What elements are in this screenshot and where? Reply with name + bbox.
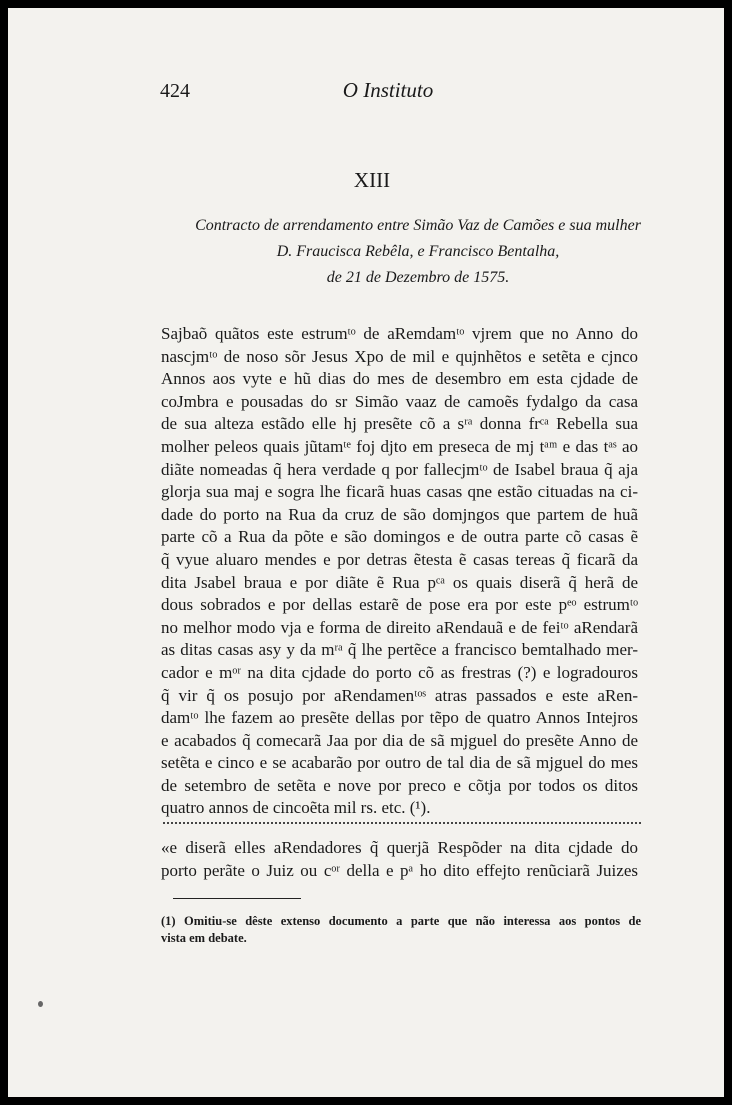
text-line: «e diserã elles aRendadores q̃ querjã Respõder na dita cjdade do [161,838,638,857]
text-line: no melhor modo vja e forma de direito aRendauã e de feiᵗᵒ aRendarã [161,617,638,637]
text-line: q̃ vir q̃ os posujo por aRendamenᵗᵒˢ atras passados e este aRen- [161,685,638,705]
title-line: de 21 de Dezembro de 1575. [326,269,510,286]
chapter-numeral: XIII [353,168,391,192]
text-line: e acabados q̃ comecarã Jaa por dia de sã mjguel do presẽte Anno de [161,730,638,750]
text-line: Sajbaõ quãtos este estrumᵗᵒ de aRemdamᵗᵒ vjrem que no Anno do [161,324,638,343]
text-line: molher peleos quais jũtamᵗᵉ foj djto em preseca de mj tᵃᵐ e das tᵃˢ ao [161,436,638,456]
contract-transcription [161,323,638,820]
text-line: dita Jsabel braua e por diãte ẽ Rua pᶜᵃ os quais diserã q̃ herã de [161,572,638,592]
text-line: dade do porto na Rua da cruz de são domjngos que partem de huã [161,504,638,524]
text-line: quatro annos de cincoẽta mil rs. etc. (¹). [161,798,431,818]
text-line: coJmbra e pousadas do sr Simão vaaz de camoẽs fydalgo da casa [161,391,638,411]
footnote-separator [173,898,301,899]
document-title [158,213,678,291]
text-line: setẽta e cinco e se acabarão por outro de tal dia de sã mjguel do mes [161,753,638,773]
title-line: Contracto de arrendamento entre Simão Vaz de Camões e sua mulher [195,217,641,234]
footnote-line: vista em debate. [161,931,247,945]
footnote-line: (1) Omitiu-se dêste extenso documento a parte que não interessa aos pontos de [161,914,641,928]
text-line: Annos aos vyte e hũ dias do mes de desembro em esta cjdade de [161,369,638,389]
text-line: dous sobrados e por dellas estarẽ de pose era por este pᵉᵒ estrumᵗᵒ [161,595,638,615]
text-line: as ditas casas asy y da mʳᵃ q̃ lhe pertẽce a francisco bemtalhado mer- [161,640,638,660]
contract-continuation [161,836,638,881]
text-line: de setembro de setẽta e nove por preco e cõtja por todos os ditos [161,775,638,795]
text-line: damᵗᵒ lhe fazem ao presẽte dellas por tẽpo de quatro Annos Intejros [161,708,638,728]
page-number: 424 [160,80,190,102]
text-line: parte cõ a Rua da põte e são domingos e de outra parte cõ casas ẽ [161,527,638,547]
text-line: glorja sua maj e sogra lhe ficarã huas casas qne estão cituadas na ci- [161,482,638,502]
document-page [8,8,724,1097]
text-line: nascjmᵗᵒ de noso sõr Jesus Xpo de mil e qujnhẽtos e setẽta e cjnco [161,346,638,366]
running-title: O Instituto [342,78,434,102]
text-line: cador e mᵒʳ na dita cjdade do porto cõ as frestras (?) e logradouros [161,662,638,682]
text-line: q̃ vyue aluaro mendes e por detras ẽtesta ẽ casas tereas q̃ ficarã da [161,549,638,569]
omission-dotted-rule [163,818,641,824]
text-line: de sua alteza estãdo elle hj presẽte cõ a sʳᵃ donna frᶜᵃ Rebella sua [161,414,638,434]
text-line: diãte nomeadas q̃ hera verdade q por fallecjmᵗᵒ de Isabel braua q̃ aja [161,459,638,479]
footnote [161,913,641,947]
title-line: D. Fraucisca Rebêla, e Francisco Bentalha, [276,243,560,260]
paper-speck [38,1001,43,1007]
text-line: porto perãte o Juiz ou cᵒʳ della e pᵃ ho dito effejto renũciarã Juizes [161,860,638,880]
